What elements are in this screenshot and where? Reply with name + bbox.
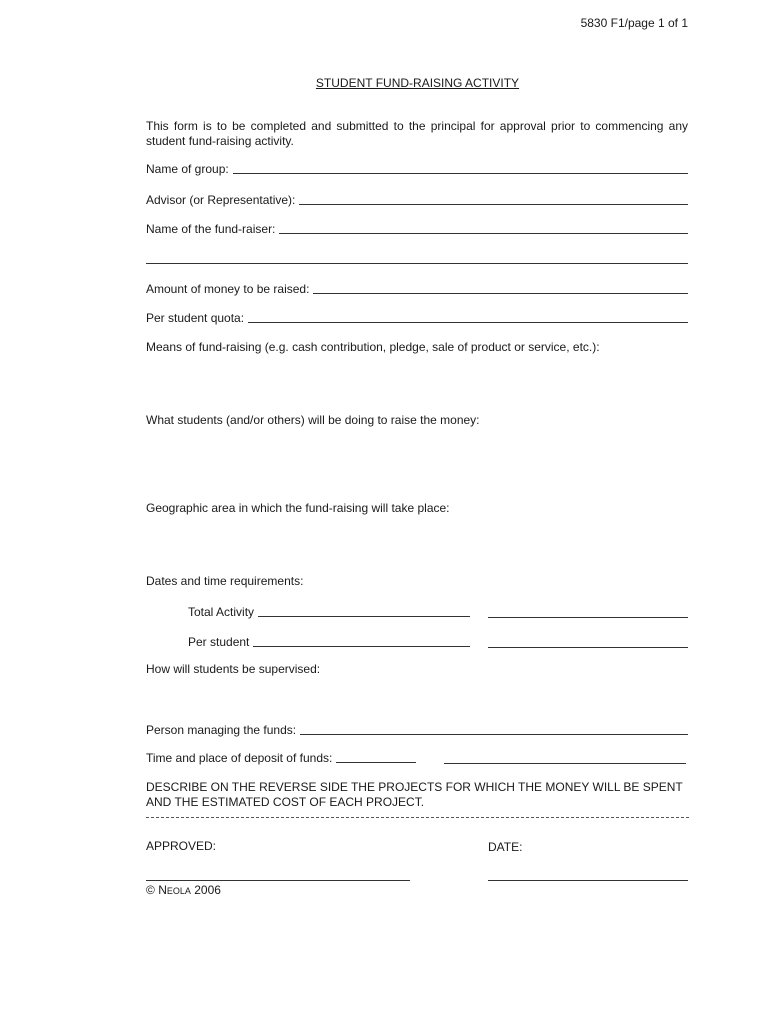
per-student-row xyxy=(188,635,470,649)
per-student-second-field[interactable] xyxy=(488,647,688,648)
fundraiser-name-field[interactable] xyxy=(279,223,688,234)
fundraiser-name-row xyxy=(146,222,688,236)
deposit-row xyxy=(146,751,416,765)
group-name-row xyxy=(146,162,688,176)
advisor-field[interactable] xyxy=(299,194,688,205)
approved-label: APPROVED: xyxy=(146,839,217,853)
advisor-row xyxy=(146,193,688,207)
deposit-label: Time and place of deposit of funds: xyxy=(146,751,333,765)
total-activity-second-field[interactable] xyxy=(488,617,688,618)
quota-field[interactable] xyxy=(248,312,688,323)
total-activity-row xyxy=(188,605,470,619)
group-name-label: Name of group: xyxy=(146,162,229,176)
funds-manager-label: Person managing the funds: xyxy=(146,723,297,737)
funds-manager-row xyxy=(146,723,688,737)
funds-manager-field[interactable] xyxy=(300,724,688,735)
students-doing-question: What students (and/or others) will be doing to raise the money: xyxy=(146,413,480,427)
advisor-label: Advisor (or Representative): xyxy=(146,193,296,207)
page-reference: 5830 F1/page 1 of 1 xyxy=(580,16,688,30)
amount-row xyxy=(146,282,688,296)
geographic-question: Geographic area in which the fund-raising will take place: xyxy=(146,501,450,515)
copyright-notice xyxy=(146,883,221,898)
deposit-field[interactable] xyxy=(336,752,416,763)
date-line[interactable] xyxy=(488,880,688,881)
form-title: STUDENT FUND-RAISING ACTIVITY xyxy=(315,76,520,90)
total-activity-field[interactable] xyxy=(258,606,470,617)
quota-label: Per student quota: xyxy=(146,311,245,325)
copyright-symbol: © xyxy=(146,883,155,897)
amount-label: Amount of money to be raised: xyxy=(146,282,310,296)
fundraiser-name-label: Name of the fund-raiser: xyxy=(146,222,276,236)
brand-initial: N xyxy=(158,883,167,897)
date-label: DATE: xyxy=(488,840,523,854)
group-name-field[interactable] xyxy=(233,163,688,174)
reverse-side-instruction: DESCRIBE ON THE REVERSE SIDE THE PROJECTS FOR WHICH THE MONEY WILL BE SPENT AND THE ESTIMATED COST OF EACH PROJECT. xyxy=(146,780,683,809)
per-student-label: Per student xyxy=(188,635,250,649)
means-question: Means of fund-raising (e.g. cash contribution, pledge, sale of product or service, etc.): xyxy=(146,340,600,354)
per-student-field[interactable] xyxy=(253,636,470,647)
approved-signature-line[interactable] xyxy=(146,880,410,881)
total-activity-label: Total Activity xyxy=(188,605,255,619)
amount-field[interactable] xyxy=(313,283,688,294)
copyright-year: 2006 xyxy=(194,883,221,897)
intro-paragraph: This form is to be completed and submitted to the principal for approval prior to commencing any student fund-raising activity. xyxy=(146,119,688,148)
supervision-question: How will students be supervised: xyxy=(146,662,321,676)
brand-rest: EOLA xyxy=(166,886,191,896)
section-divider xyxy=(146,817,689,818)
fundraiser-name-continuation-line[interactable] xyxy=(146,263,688,264)
quota-row xyxy=(146,311,688,325)
dates-question: Dates and time requirements: xyxy=(146,574,304,588)
deposit-second-field[interactable] xyxy=(444,763,686,764)
